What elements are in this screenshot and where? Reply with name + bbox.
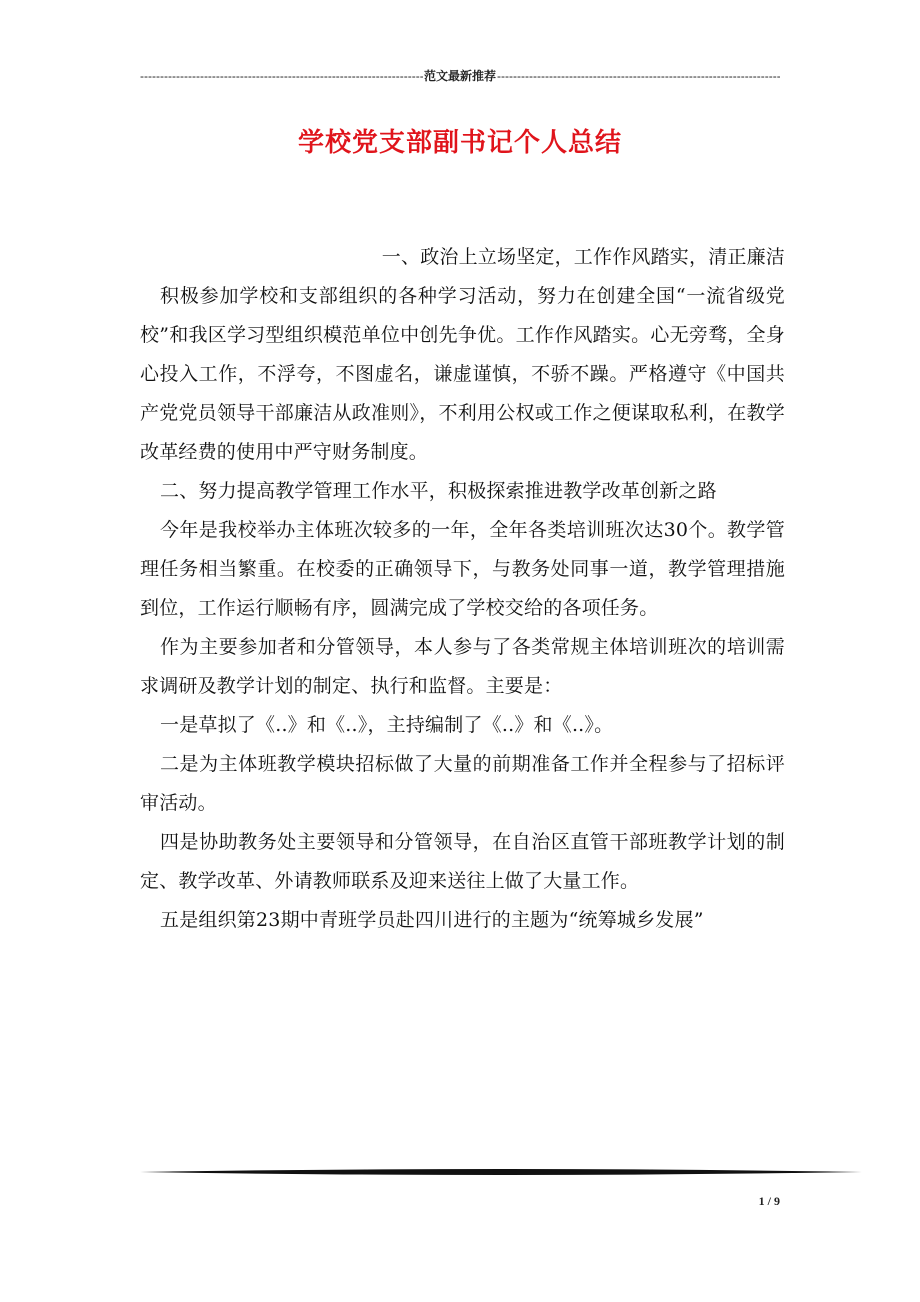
header-label: 范文最新推荐 bbox=[424, 69, 497, 83]
body-paragraph: 今年是我校举办主体班次较多的一年，全年各类培训班次达30个。教学管理任务相当繁重。在校委的正确领导下，与教务处同事一道，教学管理措施到位，工作运行顺畅有序，圆满完成了学校交给的各项任务。 bbox=[140, 519, 785, 619]
body-paragraph: 二是为主体班教学模块招标做了大量的前期准备工作并全程参与了招标评审活动。 bbox=[140, 753, 785, 814]
document-body bbox=[140, 238, 785, 940]
body-paragraph: 四是协助教务处主要领导和分管领导，在自治区直管干部班教学计划的制定、教学改革、外请教师联系及迎来送往上做了大量工作。 bbox=[140, 831, 785, 892]
header-rule bbox=[140, 68, 780, 84]
header-dash-right bbox=[497, 68, 780, 84]
section-heading-1: 一、政治上立场坚定，工作作风踏实，清正廉洁 bbox=[381, 246, 785, 268]
body-paragraph: 积极参加学校和支部组织的各种学习活动，努力在创建全国“一流省级党校”和我区学习型组织模范单位中创先争优。工作作风踏实。心无旁骛，全身心投入工作，不浮夸，不图虚名，谦虚谨慎，不骄不躁。严格遵守《中国共产党党员领导干部廉洁从政准则》，不利用公权或工作之便谋取私利，在教学改革经费的使用中严守财务制度。 bbox=[140, 285, 785, 463]
body-paragraph: 五是组织第23期中青班学员赴四川进行的主题为“统筹城乡发展” bbox=[160, 909, 704, 931]
body-paragraph: 作为主要参加者和分管领导，本人参与了各类常规主体培训班次的培训需求调研及教学计划的制定、执行和监督。主要是： bbox=[140, 636, 785, 697]
footer-rule bbox=[140, 1168, 862, 1176]
document-title: 学校党支部副书记个人总结 bbox=[297, 128, 622, 158]
body-paragraph: 一是草拟了《..》和《..》，主持编制了《..》和《..》。 bbox=[160, 714, 614, 736]
section-heading-2: 二、努力提高教学管理工作水平，积极探索推进教学改革创新之路 bbox=[160, 480, 717, 502]
header-dash-left bbox=[140, 68, 423, 84]
page-number: 1 / 9 bbox=[758, 1194, 780, 1208]
